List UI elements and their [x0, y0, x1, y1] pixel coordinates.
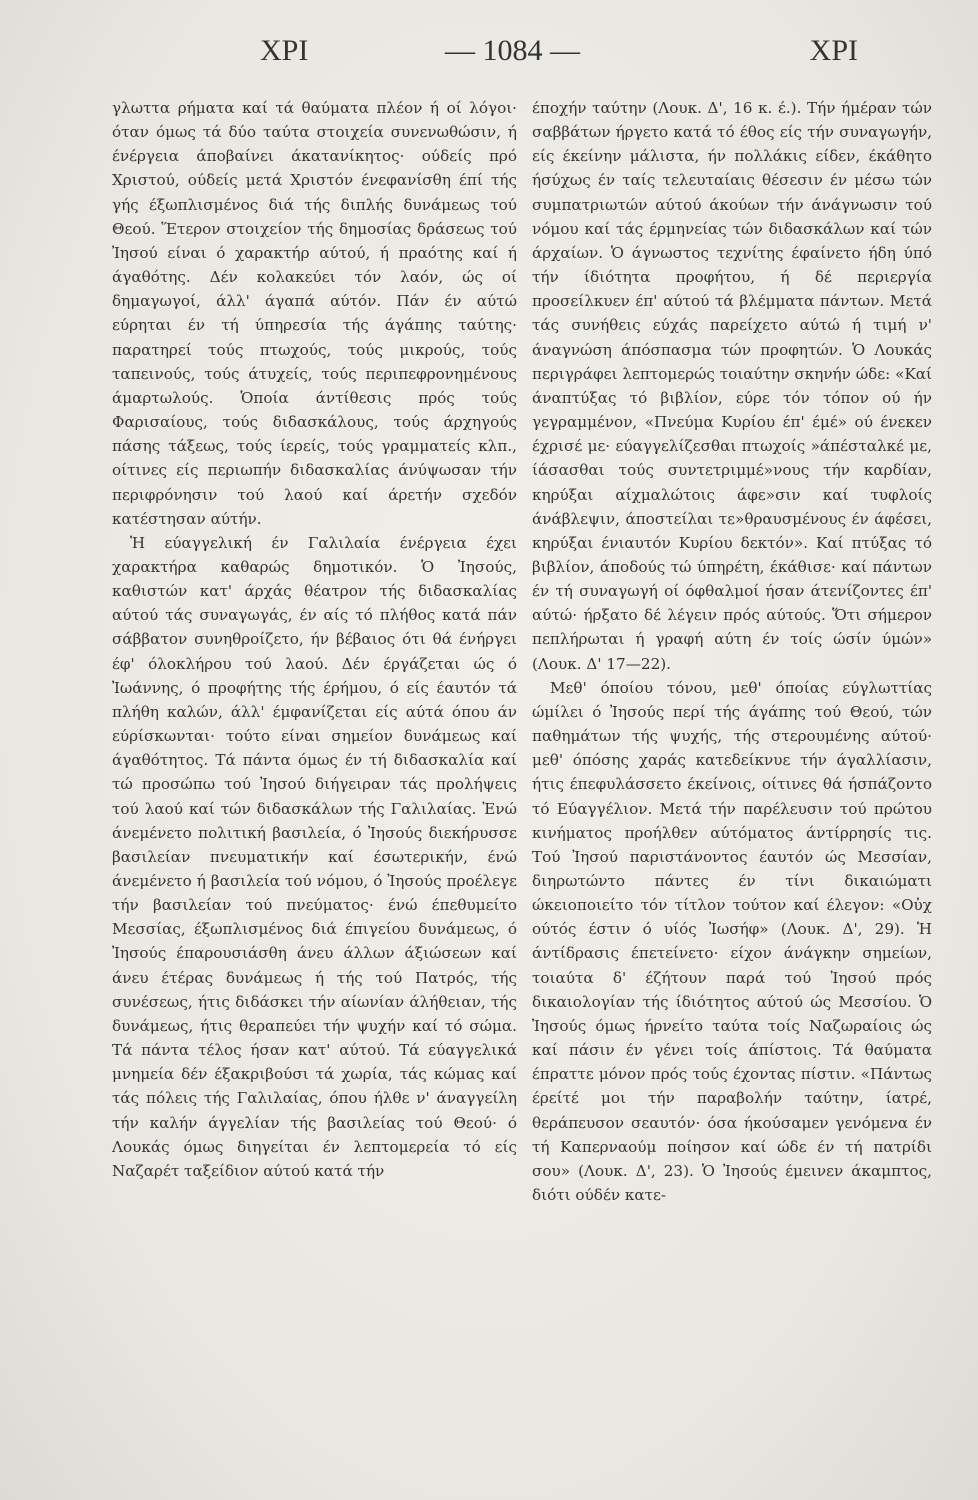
running-head-right: XPI: [809, 34, 858, 67]
paragraph: Μεθ' όποίου τόνου, μεθ' όποίας εύγλωττίας ώμίλει ό Ἰησούς περί τής άγάπης τού Θεού, τών παθημάτων τής ψυχής, τής στερουμένης αύτού· μεθ' όπόσης χαράς κατεδείκνυε τήν άγαλλίασιν, ήτις έπεφυλάσσετο έκείνοις, οίτινες θά ήσπάζοντο τό Εύαγγέλιον. Μετά τήν παρέλευσιν τού πρώτου κινήματος προήλθεν αύτόματος άντίρρησίς τις. Τού Ἰησού παριστάνοντος έαυτόν ώς Μεσσίαν, διηρωτώντο πάντες έν τίνι δικαιώματι ώκειοποιείτο τόν τίτλον τούτον καί έλεγον: «Οὐχ ούτός έστιν ό υίός Ἰωσήφ» (Λουκ. Δ', 29). Ἡ άντίδρασις έπετείνετο· είχον άνάγκην σημείων, τοιαύτα δ' έζήτουν παρά τού Ἰησού πρός δικαιολογίαν τής ίδιότητος αύτού ώς Μεσσίου. Ὁ Ἰησούς όμως ήρνείτο ταύτα τοίς Ναζωραίοις ώς καί πάσιν έν γένει τοίς άπίστοις. Τά θαύματα έπραττε μόνον πρός τούς έχοντας πίστιν. «Πάντως έρείτέ μοι τήν παραβολήν ταύτην, ίατρέ, θεράπευσον σεαυτόν· όσα ήκούσαμεν γενόμενα έν τή Καπερναούμ ποίησον καί ώδε έν τή πατρίδι σου» (Λουκ. Δ', 23). Ὁ Ἰησούς έμεινεν άκαμπτος, διότι ούδέν κατε-: [532, 678, 932, 1205]
right-column: [532, 96, 932, 1207]
paragraph: Ἡ εύαγγελική έν Γαλιλαία ένέργεια έχει χαρακτήρα καθαρώς δημοτικόν. Ὁ Ἰησούς, καθιστών κατ' άρχάς θέατρον τής διδασκαλίας αύτού τάς συναγωγάς, έν αίς τό πλήθος κατά πάν σάββατον συνηθροίζετο, ήν βέβαιος ότι θά ένήργει έφ' όλοκλήρου τού λαού. Δέν έργάζεται ώς ό Ἰωάννης, ό προφήτης τής έρήμου, ό είς έαυτόν τά πλήθη καλών, άλλ' έμφανίζεται είς αύτά όπου άν εύρίσκωνται· τούτο είναι σημείον δυνάμεως καί άγαθότητος. Τά πάντα όμως έν τή διδασκαλία καί τώ προσώπω τού Ἰησού διήγειραν τάς προλήψεις τού λαού καί τών διδασκάλων τής Γαλιλαίας. Ἐνώ άνεμένετο πολιτική βασιλεία, ό Ἰησούς διεκήρυσσε βασιλείαν πνευματικήν καί έσωτερικήν, ένώ άνεμένετο ή βασιλεία τού νόμου, ό Ἰησούς προέλεγε τήν βασιλείαν τού πνεύματος· ένώ έπεθυμείτο Μεσσίας, έξωπλισμένος διά έπιγείου δυνάμεως, ό Ἰησούς έπαρουσιάσθη άνευ άλλων άξιώσεων καί άνευ έτέρας δυνάμεως ή τής τού Πατρός, τής συνέσεως, ήτις διδάσκει τήν αίωνίαν άλήθειαν, τής δυνάμεως, ήτις θεραπεύει τήν ψυχήν καί τό σώμα. Τά πάντα τέλος ήσαν κατ' αύτού. Τά εύαγγελικά μνημεία δέν έξακριβούσι τά χωρία, τάς κώμας καί τάς πόλεις τής Γαλιλαίας, όπου ήλθε ν' άναγγείλη τήν καλήν άγγελίαν τής βασιλείας τού Θεού· ό Λουκάς όμως διηγείται έν λεπτομερεία τό είς Ναζαρέτ ταξείδιον αύτού κατά τήν: [112, 533, 517, 1180]
paragraph: γλωττα ρήματα καί τά θαύματα πλέον ή οί λόγοι· όταν όμως τά δύο ταύτα στοιχεία συνενωθώσιν, ή ένέργεια άποβαίνει άκατανίκητος· ούδείς πρό Χριστού, ούδείς μετά Χριστόν ένεφανίσθη έπί τής γής έξωπλισμένος διά τής διπλής δυνάμεως τού Θεού. Ἕτερον στοιχείον τής δημοσίας δράσεως τού Ἰησού είναι ό χαρακτήρ αύτού, ή πραότης καί ή άγαθότης. Δέν κολακεύει τόν λαόν, ώς οί δημαγωγοί, άλλ' άγαπά αύτόν. Πάν έν αύτώ εύρηται έν τή ύπηρεσία τής άγάπης ταύτης· παρατηρεί τούς πτωχούς, τούς μικρούς, τούς ταπεινούς, τούς άτυχείς, τούς περιπεφρονημένους άμαρτωλούς. Ὁποία άντίθεσις πρός τούς Φαρισαίους, τούς διδασκάλους, τούς άρχηγούς πάσης τάξεως, τούς ίερείς, τούς γραμματείς κλπ., οίτινες είς περιωπήν διδασκαλίας άνύψωσαν τήν περιφρόνησιν τού λαού καί άρετήν σχεδόν κατέστησαν αύτήν.: [112, 99, 517, 528]
running-head-left: XPI: [260, 34, 309, 67]
left-column: [112, 96, 517, 1183]
paragraph: έποχήν ταύτην (Λουκ. Δ', 16 κ. έ.). Τήν ήμέραν τών σαββάτων ήργετο κατά τό έθος είς τήν συναγωγήν, είς έκείνην μάλιστα, ήν πολλάκις είδεν, έκάθητο ήσύχως έν ταίς τελευταίαις θέσεσιν έν μέσω τών συμπατριωτών αύτού άκούων τήν άνάγνωσιν τού νόμου καί τάς έρμηνείας τών διδασκάλων καί τών άρχαίων. Ὁ άγνωστος τεχνίτης έφαίνετο ήδη ύπό τήν ίδιότητα προφήτου, ή δέ περιεργία προσείλκυεν έπ' αύτού τά βλέμματα πάντων. Μετά τάς συνήθεις εύχάς παρείχετο αύτώ ή τιμή ν' άναγνώση άπόσπασμα τών προφητών. Ὁ Λουκάς περιγράφει λεπτομερώς τοιαύτην σκηνήν ώδε: «Καί άναπτύξας τό βιβλίον, εύρε τόν τόπον ού ήν γεγραμμένον, «Πνεύμα Κυρίου έπ' έμέ» ού ένεκεν έχρισέ με· εύαγγελίζεσθαι πτωχοίς »άπέσταλκέ με, ίάσασθαι τούς συντετριμμέ»νους τήν καρδίαν, κηρύξαι αίχμαλώτοις άφε»σιν καί τυφλοίς άνάβλεψιν, άποστείλαι τε»θραυσμένους έν άφέσει, κηρύξαι ένιαυτόν Κυρίου δεκτόν». Καί πτύξας τό βιβλίον, άποδούς τώ ύπηρέτη, έκάθισε· καί πάντων έν τή συναγωγή οί όφθαλμοί ήσαν άτενίζοντες έπ' αύτώ· ήρξατο δέ λέγειν πρός αύτούς. Ὅτι σήμερον πεπλήρωται ή γραφή αύτη έν τοίς ώσίν ύμών» (Λουκ. Δ' 17—22).: [532, 99, 932, 673]
page-header: [100, 34, 908, 74]
page-number: — 1084 —: [445, 34, 580, 67]
